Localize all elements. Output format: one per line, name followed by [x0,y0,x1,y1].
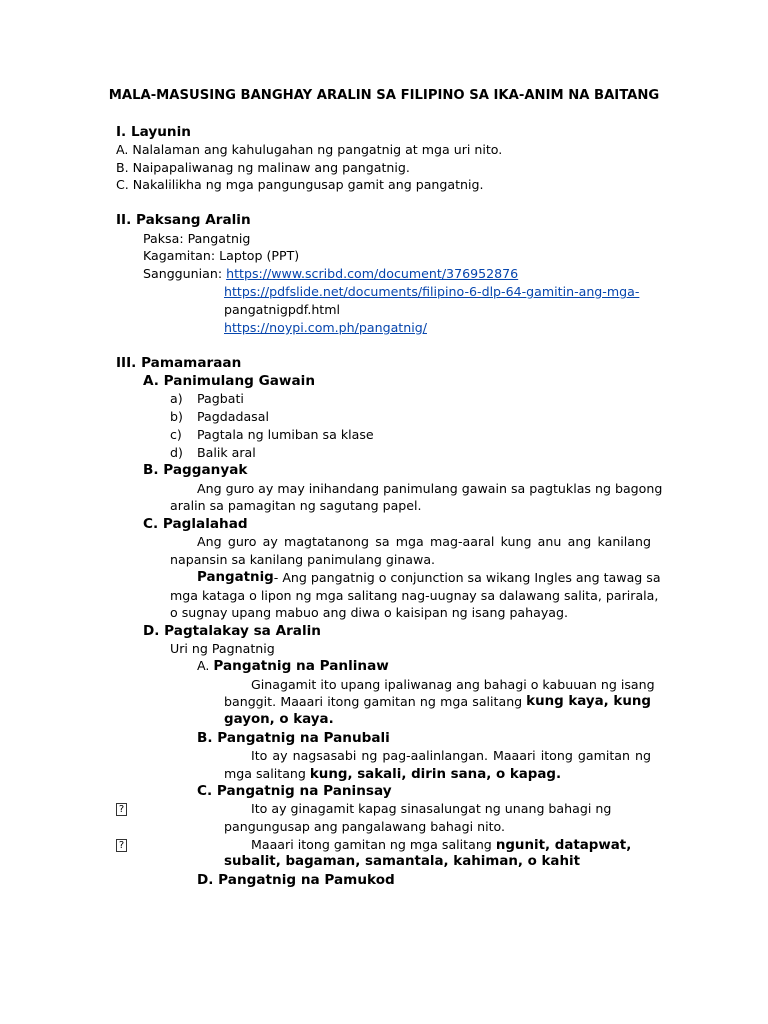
uri-a-line [224,693,651,711]
missing-glyph-bullet-icon: ? [116,839,127,852]
section-heading-layunin: I. Layunin [116,124,191,140]
list-marker: b) [170,409,183,424]
pangatnig-definition-text: - Ang pangatnig o conjunction sa wikang Ingles ang tawag sa [273,570,661,585]
reference-link-noypi-line [224,319,427,337]
reference-link-pdfslide-cont: pangatnigpdf.html [224,302,341,317]
uri-b-keywords: kung, sakali, dirin sana, o kapag. [309,767,562,782]
reference-link-pdfslide-line [224,283,639,301]
uri-b-line: Ito ay nagsasabi ng pag-aalinlangan. Maaari itong gamitan ng [251,748,651,763]
subheading-pagtalakay: D. Pagtalakay sa Aralin [143,623,321,639]
pagganyak-line: aralin sa pamagitan ng sagutang papel. [170,498,422,513]
pangatnig-term: Pangatnig [197,570,274,585]
list-item: Pagbati [197,391,244,406]
list-item: Pagtala ng lumiban sa klase [197,427,374,442]
uri-c-heading: C. Pangatnig na Paninsay [197,783,392,799]
uri-c-line3-text: Maaari itong gamitan ng mga salitang [251,837,496,852]
section-heading-pamamaraan: III. Pamamaraan [116,355,242,371]
uri-a-line2-text: banggit. Maaari itong gamitan ng mga salitang [224,694,523,709]
layunin-item: B. Naipapaliwanag ng malinaw ang pangatnig. [116,160,410,175]
pangatnig-definition-line: mga kataga o lipon ng mga salitang nag-uugnay sa dalawang salita, parirala, [170,588,659,603]
uri-a-keywords-cont: gayon, o kaya. [224,712,334,727]
paglalahad-line: Ang guro ay magtatanong sa mga mag-aaral kung anu ang kanilang [197,534,651,549]
uri-b-line2-text: mga salitang [224,766,310,781]
subheading-paglalahad: C. Paglalahad [143,516,248,532]
layunin-item: A. Nalalaman ang kahulugahan ng pangatnig at mga uri nito. [116,142,503,157]
reference-link-pdfslide[interactable]: https://pdfslide.net/documents/filipino-6-dlp-64-gamitin-ang-mga- [224,284,640,299]
layunin-item: C. Nakalilikha ng mga pangungusap gamit ang pangatnig. [116,177,484,192]
uri-a-line: Ginagamit ito upang ipaliwanag ang bahagi o kabuuan ng isang [251,677,655,692]
pangatnig-definition-line [197,569,661,587]
document-title: MALA-MASUSING BANGHAY ARALIN SA FILIPINO SA IKA-ANIM NA BAITANG [108,88,660,103]
sanggunian-label: Sanggunian: [143,266,227,281]
uri-c-line: Ito ay ginagamit kapag sinasalungat ng unang bahagi ng [251,801,612,816]
list-item: Pagdadasal [197,409,269,424]
uri-ng-pangatnig-label: Uri ng Pagnatnig [170,641,275,656]
section-heading-paksang-aralin: II. Paksang Aralin [116,212,251,228]
kagamitan-line: Kagamitan: Laptop (PPT) [143,248,300,263]
paglalahad-line: napansin sa kanilang panimulang ginawa. [170,552,436,567]
uri-d-heading: D. Pangatnig na Pamukod [197,872,395,888]
uri-a-keywords: kung kaya, kung [526,694,651,709]
reference-link-noypi[interactable]: https://noypi.com.ph/pangatnig/ [224,320,427,335]
list-marker: a) [170,391,183,406]
uri-c-keywords-cont: subalit, bagaman, samantala, kahiman, o kahit [224,854,580,869]
list-item: Balik aral [197,445,256,460]
uri-c-keywords: ngunit, datapwat, [495,838,632,853]
uri-a-heading: Pangatnig na Panlinaw [213,658,389,674]
missing-glyph-bullet-icon: ? [116,803,127,816]
pagganyak-line: Ang guro ay may inihandang panimulang gawain sa pagtuklas ng bagong [197,481,663,496]
pangatnig-definition-line: o sugnay upang mabuo ang diwa o kaisipan ng isang pahayag. [170,605,569,620]
reference-link-scribd[interactable]: https://www.scribd.com/document/376952876 [226,266,519,281]
subheading-pagganyak: B. Pagganyak [143,462,248,478]
list-marker: d) [170,445,183,460]
uri-a-heading-line [197,657,389,675]
paksa-line: Paksa: Pangatnig [143,231,251,246]
list-marker: c) [170,427,182,442]
uri-b-heading: B. Pangatnig na Panubali [197,730,390,746]
uri-c-line: pangungusap ang pangalawang bahagi nito. [224,819,506,834]
sanggunian-line [143,265,518,283]
uri-a-marker: A. [197,658,214,673]
subheading-panimulang-gawain: A. Panimulang Gawain [143,373,315,389]
